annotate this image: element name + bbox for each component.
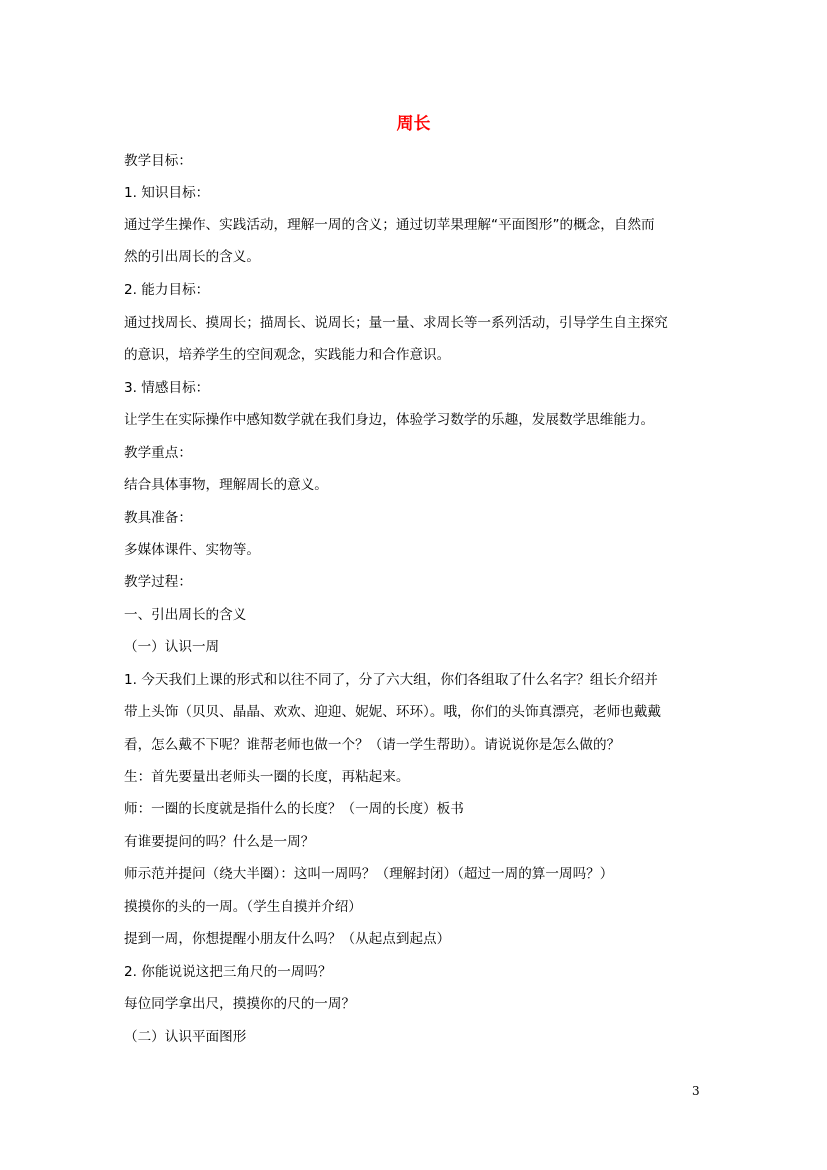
page-number: 3 (692, 1084, 700, 1098)
paragraph-line: 1. 今天我们上课的形式和以往不同了，分了六大组，你们各组取了什么名字？组长介绍并 (124, 672, 658, 688)
paragraph-line: 师示范并提问（绕大半圈）：这叫一周吗？（理解封闭）（超过一周的算一周吗？） (124, 866, 614, 882)
paragraph-line: 让学生在实际操作中感知数学就在我们身边，体验学习数学的乐趣，发展数学思维能力。 (124, 412, 655, 428)
paragraph-line: 摸摸你的头的一周。（学生自摸并介绍） (124, 899, 362, 915)
paragraph-line: 提到一周，你想提醒小朋友什么吗？（从起点到起点） (124, 931, 451, 947)
section-heading-teaching-goals: 教学目标： (124, 153, 192, 169)
subheading-emotional-goals: 3. 情感目标： (124, 380, 210, 396)
page-title: 周长 (396, 114, 431, 134)
paragraph-line: 每位同学拿出尺，摸摸你的尺的一周？ (124, 996, 356, 1012)
paragraph-line: 结合具体事物，理解周长的意义。 (124, 477, 328, 493)
section-heading-teaching-process: 教学过程： (124, 574, 192, 590)
subheading-ability-goals: 2. 能力目标： (124, 282, 210, 298)
paragraph-line: 2. 你能说说这把三角尺的一周吗？ (124, 964, 332, 980)
paragraph-line: 师：一圈的长度就是指什么的长度？（一周的长度）板书 (124, 801, 464, 817)
paragraph-line: 看，怎么戴不下呢？谁帮老师也做一个？（请一学生帮助）。请说说你是怎么做的？ (124, 737, 621, 753)
section-heading-teaching-aids: 教具准备： (124, 510, 192, 526)
subheading-know-plane-figures: （二）认识平面图形 (124, 1029, 247, 1045)
paragraph-line: 然的引出周长的含义。 (124, 249, 260, 265)
paragraph-line: 多媒体课件、实物等。 (124, 542, 260, 558)
paragraph-line: 通过学生操作、实践活动，理解一周的含义；通过切苹果理解“平面图形”的概念，自然而 (124, 217, 655, 233)
paragraph-line: 带上头饰（贝贝、晶晶、欢欢、迎迎、妮妮、环环）。哦，你们的头饰真漂亮，老师也戴戴 (124, 704, 661, 720)
paragraph-line: 通过找周长、摸周长；描周长、说周长；量一量、求周长等一系列活动，引导学生自主探究 (124, 315, 668, 331)
subheading-knowledge-goals: 1. 知识目标： (124, 185, 210, 201)
subheading-know-one-round: （一）认识一周 (124, 639, 220, 655)
subheading-introduce-perimeter: 一、引出周长的含义 (124, 607, 247, 623)
paragraph-line: 有谁要提问的吗？什么是一周？ (124, 834, 315, 850)
paragraph-line: 的意识，培养学生的空间观念，实践能力和合作意识。 (124, 347, 451, 363)
section-heading-teaching-focus: 教学重点： (124, 445, 192, 461)
paragraph-line: 生：首先要量出老师头一圈的长度，再粘起来。 (124, 769, 410, 785)
